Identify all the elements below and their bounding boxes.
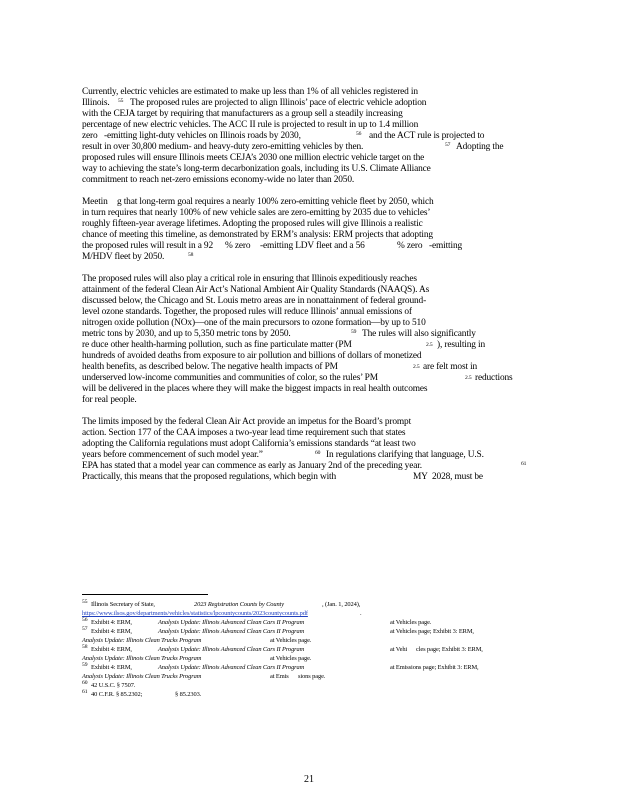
body-text: and the ACT rule is projected to: [369, 131, 485, 141]
body-text: zero: [82, 131, 98, 141]
body-text: M/HDV fleet by 2050.: [82, 252, 165, 262]
footnote-text: Analysis Update: Illinois Advanced Clean Cars II Program: [158, 619, 305, 626]
body-text: discussed below, the Chicago and St. Louis metro areas are in nonattainment of federal ground-: [82, 296, 427, 306]
body-footnote-ref: 56: [356, 131, 362, 137]
body-text: level ozone standards. Together, the proposed rules will reduce Illinois’ annual emissions of: [82, 307, 412, 317]
footnote-link[interactable]: https://www.ilsos.gov/departments/vehicles/statistics/lpcountycounts/2023countycounts.pdf: [82, 610, 308, 617]
body-text: result in over 30,800 medium- and heavy-duty zero-emitting vehicles by then.: [82, 142, 364, 152]
body-text: chance of meeting this timeline, as demonstrated by ERM’s analysis: ERM projects that adopting: [82, 230, 433, 240]
body-text: % zero: [225, 241, 251, 251]
footnote-text: 2023 Registration Counts by County: [194, 601, 284, 608]
body-text: Currently, electric vehicles are estimated to make up less than 1% of all vehicles registered in: [82, 87, 418, 97]
body-text: g that long-term goal requires a nearly 100% zero-emitting vehicle fleet by 2050, which: [117, 197, 434, 207]
body-text: The rules will also significantly: [362, 329, 476, 339]
body-text: Illinois.: [82, 98, 110, 108]
body-text: years before commencement of such model year.”: [82, 450, 263, 460]
body-footnote-ref: 60: [315, 450, 321, 456]
footnote-text: Exhibit 4: ERM,: [91, 628, 132, 635]
footnote-separator: [82, 594, 208, 595]
body-text: In regulations clarifying that language, U.S.: [326, 450, 484, 460]
body-text: EPA has stated that a model year can commence as early as January 2nd of the preceding year.: [82, 461, 422, 471]
body-footnote-ref: 59: [351, 329, 357, 335]
footnote-text: at Vehicles page.: [390, 619, 432, 626]
body-text: health benefits, as described below. The negative health impacts of PM: [82, 362, 338, 372]
body-subscript: 2.5: [426, 342, 433, 348]
footnote-text: Analysis Update: Illinois Advanced Clean Cars II Program: [158, 664, 305, 671]
body-footnote-ref: 58: [188, 252, 194, 258]
body-text: proposed rules will ensure Illinois meets CEJA’s 2030 one million electric vehicle target on the: [82, 153, 425, 163]
body-text: MY: [413, 472, 428, 482]
body-footnote-ref: 55: [118, 98, 124, 104]
body-text: underserved low-income communities and communities of color, so the rules’ PM: [82, 373, 378, 383]
footnote-text: Analysis Update: Illinois Clean Trucks Program: [82, 673, 202, 680]
footnote-text: Analysis Update: Illinois Advanced Clean Cars II Program: [158, 628, 305, 635]
footnote-text: § 85.2303.: [175, 691, 202, 698]
footnote-text: Analysis Update: Illinois Advanced Clean Cars II Program: [158, 646, 305, 653]
footnote-text: Exhibit 4: ERM,: [91, 619, 132, 626]
page-number: 21: [304, 774, 314, 785]
body-text: adopting the California regulations must adopt California’s emissions standards “at least two: [82, 439, 416, 449]
body-text: 2028, must be: [432, 472, 483, 482]
footnote-text: Exhibit 4: ERM,: [91, 646, 132, 653]
body-text: -emitting light-duty vehicles on Illinois roads by 2030,: [104, 131, 301, 141]
footnote-text: Illinois Secretary of State,: [91, 601, 155, 608]
body-text: The proposed rules will also play a critical role in ensuring that Illinois expeditiously reaches: [82, 274, 417, 284]
body-text: The limits imposed by the federal Clean Air Act provide an impetus for the Board’s prompt: [82, 417, 412, 427]
body-text: roughly fifteen-year average lifetimes. Adopting the proposed rules will give Illinois a realistic: [82, 219, 423, 229]
body-text: Practically, this means that the proposed regulations, which begin with: [82, 472, 337, 482]
body-text: % zero: [397, 241, 423, 251]
body-subscript: 2.5: [413, 364, 420, 370]
body-text: The proposed rules are projected to align Illinois’ pace of electric vehicle adoption: [130, 98, 427, 108]
footnote-text: sions page.: [298, 673, 326, 680]
body-subscript: 2.5: [465, 375, 472, 381]
footnote-footnote-ref: 55: [82, 599, 88, 605]
body-text: with the CEJA target by requiring that manufacturers as a group sell a steadily increasing: [82, 109, 403, 119]
footnote-text: at Emis: [270, 673, 289, 680]
footnote-text: , (Jan. 1, 2024),: [322, 601, 361, 608]
footnote-text: at Vehicles page.: [270, 655, 312, 662]
footnote-text: at Vehi: [390, 646, 408, 653]
footnote-footnote-ref: 59: [82, 662, 88, 668]
footnote-text: .: [360, 610, 362, 617]
footnote-text: 40 C.F.R. § 85.2302;: [91, 691, 143, 698]
body-text: Meetin: [82, 197, 108, 207]
footnote-footnote-ref: 60: [82, 680, 88, 686]
body-text: way to achieving the state’s long-term decarbonization goals, including its U.S. Climate Alliance: [82, 164, 431, 174]
footnote-text: at Emissions page; Exhibit 3: ERM,: [390, 664, 479, 671]
footnote-footnote-ref: 61: [82, 689, 88, 695]
body-text: Adopting the: [456, 142, 504, 152]
body-footnote-ref: 61: [521, 461, 527, 467]
body-footnote-ref: 57: [445, 142, 451, 148]
footnote-text: Analysis Update: Illinois Clean Trucks Program: [82, 637, 202, 644]
body-text: hundreds of avoided deaths from exposure to air pollution and billions of dollars of monetized: [82, 351, 422, 361]
body-text: -emitting LDV fleet and a 56: [260, 241, 365, 251]
body-text: for real people.: [82, 395, 137, 405]
body-text: -emitting: [429, 241, 463, 251]
footnote-footnote-ref: 58: [82, 644, 88, 650]
footnote-text: Exhibit 4: ERM,: [91, 664, 132, 671]
body-text: attainment of the federal Clean Air Act’s National Ambient Air Quality Standards (NAAQS). As: [82, 285, 430, 295]
body-text: percentage of new electric vehicles. The ACC II rule is projected to result in up to 1.4 million: [82, 120, 419, 130]
body-text: ), resulting in: [437, 340, 486, 350]
body-text: will be delivered in the places where they will make the biggest impacts in real health outcomes: [82, 384, 428, 394]
footnote-text: at Vehicles page.: [270, 637, 312, 644]
body-text: reductions: [475, 373, 513, 383]
footnote-text: at Vehicles page; Exhibit 3: ERM,: [390, 628, 474, 635]
footnote-text: Analysis Update: Illinois Clean Trucks Program: [82, 655, 202, 662]
body-text: metric tons by 2030, and up to 5,350 metric tons by 2050.: [82, 329, 291, 339]
body-text: in turn requires that nearly 100% of new vehicle sales are zero-emitting by 2035 due to vehicles’: [82, 208, 431, 218]
body-text: the proposed rules will result in a 92: [82, 241, 213, 251]
body-text: re duce other health-harming pollution, such as fine particulate matter (PM: [82, 340, 352, 350]
body-text: nitrogen oxide pollution (NOx)—one of the main precursors to ozone formation—by up to 510: [82, 318, 426, 328]
body-text: commitment to reach net-zero emissions economy-wide no later than 2050.: [82, 175, 355, 185]
body-text: action. Section 177 of the CAA imposes a two-year lead time requirement such that states: [82, 428, 406, 438]
body-text: are felt most in: [423, 362, 478, 372]
footnote-footnote-ref: 56: [82, 617, 88, 623]
footnote-text: 42 U.S.C. § 7507.: [91, 682, 136, 689]
footnote-footnote-ref: 57: [82, 626, 88, 632]
footnote-text: cles page; Exhibit 3: ERM,: [416, 646, 483, 653]
